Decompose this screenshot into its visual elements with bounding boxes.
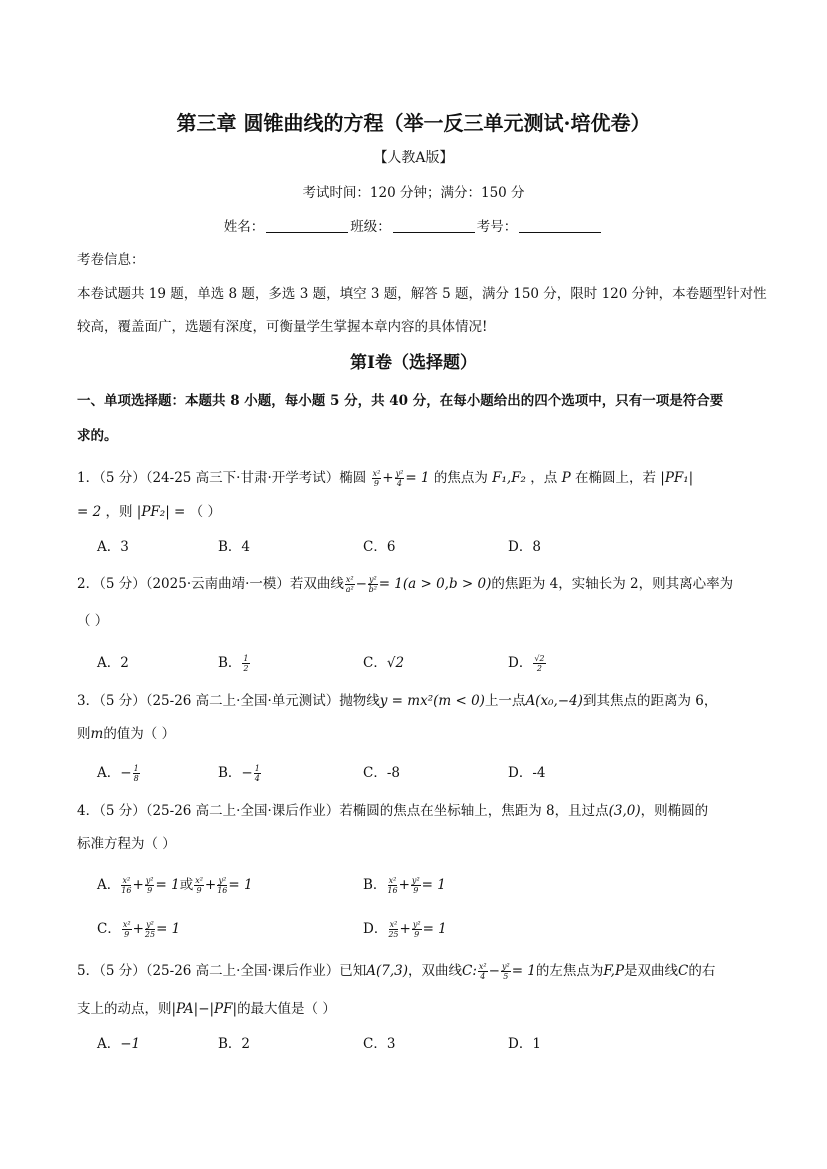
text-segment: 5．（5 分）（25-26 高二上·全国·课后作业）已知 (77, 963, 367, 979)
text-segment: C．6 (363, 539, 396, 555)
math-expression: = 1 (421, 877, 446, 893)
denominator: a² (345, 585, 354, 594)
text-segment: D．8 (508, 539, 541, 555)
text-segment: C． (97, 921, 121, 937)
fraction (254, 764, 261, 783)
question-3-line-2 (77, 725, 175, 743)
question-2-line-1 (77, 575, 733, 594)
question-2-option-B[interactable] (218, 654, 251, 673)
denominator: 25 (388, 930, 399, 939)
math-expression: |PA|−|PF| (171, 1001, 238, 1017)
text-segment: （ ） (77, 613, 109, 629)
math-expression: − (488, 963, 500, 979)
question-4-option-D[interactable] (363, 920, 447, 939)
question-1-line-1 (77, 469, 693, 488)
math-expression: −1 (120, 1036, 141, 1052)
question-4-option-C[interactable] (97, 920, 180, 939)
text-segment: ，则椭圆的 (640, 803, 709, 819)
question-4-option-B[interactable] (363, 876, 446, 895)
text-segment: D．1 (508, 1036, 541, 1052)
numerator: y² (146, 920, 154, 929)
text-segment: ，双曲线 (408, 963, 463, 979)
question-2-option-A[interactable] (97, 654, 129, 672)
text-segment: A． (97, 765, 121, 781)
math-expression: P (561, 470, 571, 486)
math-expression: |PF₁| (660, 470, 694, 486)
section-heading-line-2: 求的。 (77, 428, 118, 444)
denominator: 9 (413, 886, 419, 895)
text-segment: 1．（5 分）（24-25 高三下·甘肃·开学考试）椭圆 (77, 470, 371, 486)
text-segment: 的焦点为 (429, 470, 493, 486)
number-label: 考号： (476, 219, 518, 235)
question-2-option-D[interactable] (508, 654, 547, 673)
text-segment: B．2 (218, 1036, 251, 1052)
text-segment: C．-8 (363, 765, 400, 781)
math-expression: F,P (603, 963, 625, 979)
denominator: 2 (536, 664, 542, 673)
math-expression: = 1 (228, 877, 253, 893)
text-segment: 或 (179, 877, 194, 893)
fraction (145, 920, 155, 939)
numerator: y² (411, 876, 420, 885)
edition-label: 【人教A版】 (373, 150, 454, 166)
class-field[interactable] (393, 218, 475, 233)
question-3-option-A[interactable] (97, 764, 141, 783)
text-segment: 在椭圆上，若 (570, 470, 661, 486)
math-expression: (3,0) (608, 803, 641, 819)
denominator: b² (368, 585, 377, 594)
fraction (372, 469, 382, 488)
numerator: x² (372, 469, 381, 478)
fraction (145, 876, 155, 895)
text-segment: D．-4 (508, 765, 546, 781)
question-4-option-A[interactable] (97, 876, 253, 895)
fraction (478, 962, 488, 981)
math-expression: − (355, 576, 367, 592)
info-heading: 考卷信息： (77, 252, 145, 268)
text-segment: 2．（5 分）（2025·云南曲靖·一模）若双曲线 (77, 576, 344, 592)
numerator: y² (218, 876, 227, 885)
math-expression: = 1 (511, 963, 536, 979)
text-segment: （ ） (185, 504, 221, 520)
text-segment: A．2 (97, 655, 129, 671)
question-1-option-C[interactable] (363, 538, 395, 556)
numerator: y² (395, 469, 404, 478)
question-5-option-C[interactable] (363, 1035, 395, 1053)
fraction (217, 876, 227, 895)
math-expression: y = mx²(m < 0) (379, 693, 485, 709)
math-expression: = 1 (156, 921, 181, 937)
question-3-option-B[interactable] (218, 764, 262, 783)
math-expression: F₁,F₂ (492, 470, 526, 486)
text-segment: B． (218, 765, 242, 781)
question-3-line-1 (77, 692, 717, 710)
text-segment: B．4 (218, 539, 251, 555)
numerator: x² (389, 920, 398, 929)
text-segment: 是双曲线 (624, 963, 679, 979)
numerator: y² (368, 575, 377, 584)
numerator: y² (145, 876, 154, 885)
question-1-option-B[interactable] (218, 538, 250, 556)
denominator: 5 (503, 972, 509, 981)
exam-info: 考试时间：120 分钟；满分：150 分 (302, 185, 525, 201)
numerator: x² (345, 575, 354, 584)
denominator: 9 (124, 930, 130, 939)
name-label: 姓名： (223, 219, 265, 235)
denominator: 8 (133, 774, 139, 783)
denominator: 16 (217, 886, 228, 895)
question-3-option-D[interactable] (508, 764, 545, 782)
math-expression: + (399, 921, 411, 937)
denominator: 4 (396, 479, 402, 488)
text-segment: 上一点 (484, 693, 526, 709)
math-expression: + (382, 470, 394, 486)
student-info-row (0, 218, 827, 236)
question-4-line-2 (77, 835, 176, 853)
text-segment: C． (363, 655, 387, 671)
text-segment: B． (363, 877, 387, 893)
text-segment: 的值为（ ） (103, 726, 176, 742)
math-expression: |PF₂| = (136, 504, 186, 520)
denominator: 2 (243, 664, 249, 673)
text-segment: A． (97, 877, 121, 893)
page-title: 第三章 圆锥曲线的方程（举一反三单元测试·培优卷） (176, 111, 651, 135)
text-segment: 标准方程为（ ） (77, 836, 176, 852)
denominator: 9 (147, 886, 153, 895)
question-1-option-A[interactable] (97, 538, 129, 556)
question-5-option-B[interactable] (218, 1035, 250, 1053)
numerator: √2 (534, 654, 545, 663)
math-expression: A(x₀,−4) (525, 693, 583, 709)
text-segment: C．3 (363, 1036, 396, 1052)
fraction (412, 920, 422, 939)
math-expression: + (204, 877, 217, 893)
fraction (411, 876, 421, 895)
denominator: 16 (121, 886, 132, 895)
math-expression: + (398, 877, 410, 893)
denominator: 25 (144, 930, 156, 939)
text-segment: A．3 (97, 539, 129, 555)
numerator: x² (195, 876, 203, 885)
text-segment: 的最大值是（ ） (237, 1001, 336, 1017)
denominator: 4 (480, 972, 486, 981)
numerator: 1 (243, 654, 249, 663)
math-expression: = 1 (155, 877, 180, 893)
fraction (121, 876, 131, 895)
numerator: x² (122, 876, 131, 885)
question-4-line-1 (77, 802, 708, 820)
math-expression: = 1 (422, 921, 447, 937)
question-5-line-1 (77, 962, 715, 981)
text-segment: ，则 (101, 504, 137, 520)
math-expression: m (90, 726, 104, 742)
math-expression: √2 (386, 655, 405, 671)
text-segment: 支上的动点，则 (77, 1001, 172, 1017)
text-segment: 的焦距为 4，实轴长为 2，则其离心率为 (491, 576, 734, 592)
question-5-line-2 (77, 1000, 336, 1018)
math-expression: + (132, 877, 144, 893)
numerator: 1 (254, 764, 260, 773)
fraction (533, 654, 545, 673)
info-line-2: 较高，覆盖面广，选题有深度，可衡量学生掌握本章内容的具体情况! (77, 319, 488, 335)
math-expression: C (678, 963, 689, 979)
question-1-option-D[interactable] (508, 538, 541, 556)
text-segment: D． (363, 921, 388, 937)
math-expression: = 2 (77, 504, 102, 520)
fraction (122, 920, 132, 939)
class-label: 班级： (350, 219, 391, 235)
text-segment: 的左焦点为 (535, 963, 604, 979)
fraction (388, 920, 398, 939)
math-expression: − (241, 765, 253, 781)
fraction (194, 876, 204, 895)
question-2-option-C[interactable] (363, 654, 404, 672)
denominator: 9 (414, 930, 420, 939)
text-segment: 的右 (688, 963, 716, 979)
text-segment: 则 (77, 726, 91, 742)
fraction (395, 469, 405, 488)
fraction (387, 876, 397, 895)
fraction (133, 764, 140, 783)
denominator: 9 (373, 479, 379, 488)
name-field[interactable] (266, 218, 348, 233)
question-3-option-C[interactable] (363, 764, 400, 782)
math-expression: C: (462, 963, 477, 979)
question-2-line-2 (77, 612, 108, 630)
text-segment: A． (97, 1036, 121, 1052)
denominator: 16 (387, 886, 398, 895)
fraction (345, 575, 355, 594)
info-line-1: 本卷试题共 19 题，单选 8 题，多选 3 题，填空 3 题，解答 5 题，满分 150 分，限时 120 分钟，本卷题型针对性 (77, 286, 767, 302)
numerator: x² (388, 876, 397, 885)
math-expression: + (132, 921, 144, 937)
question-1-line-2 (77, 503, 221, 521)
numerator: y² (412, 920, 421, 929)
fraction (501, 962, 511, 981)
text-segment: 4．（5 分）（25-26 高二上·全国·课后作业）若椭圆的焦点在坐标轴上，焦距为 8，且过点 (77, 803, 609, 819)
text-segment: D． (508, 655, 533, 671)
math-expression: − (120, 765, 132, 781)
fraction (368, 575, 378, 594)
numerator: 1 (133, 764, 139, 773)
math-expression: = 1 (405, 470, 430, 486)
numerator: x² (478, 962, 487, 971)
denominator: 4 (254, 774, 260, 783)
text-segment: 3．（5 分）（25-26 高二上·全国·单元测试）抛物线 (77, 693, 380, 709)
denominator: 9 (196, 886, 202, 895)
fraction (242, 654, 249, 673)
section-heading-line-1: 一、单项选择题：本题共 8 小题，每小题 5 分，共 40 分，在每小题给出的四个选项中，只有一项是符合要 (77, 393, 724, 409)
numerator: x² (122, 920, 131, 929)
text-segment: B． (218, 655, 242, 671)
math-expression: = 1(a > 0,b > 0) (378, 576, 492, 592)
text-segment: ，点 (525, 470, 562, 486)
part-title: 第Ⅰ卷（选择题） (350, 353, 477, 373)
text-segment: 到其焦点的距离为 6， (582, 693, 718, 709)
number-field[interactable] (519, 218, 601, 233)
numerator: y² (501, 962, 510, 971)
question-5-option-A[interactable] (97, 1035, 140, 1053)
question-5-option-D[interactable] (508, 1035, 541, 1053)
math-expression: A(7,3) (366, 963, 409, 979)
